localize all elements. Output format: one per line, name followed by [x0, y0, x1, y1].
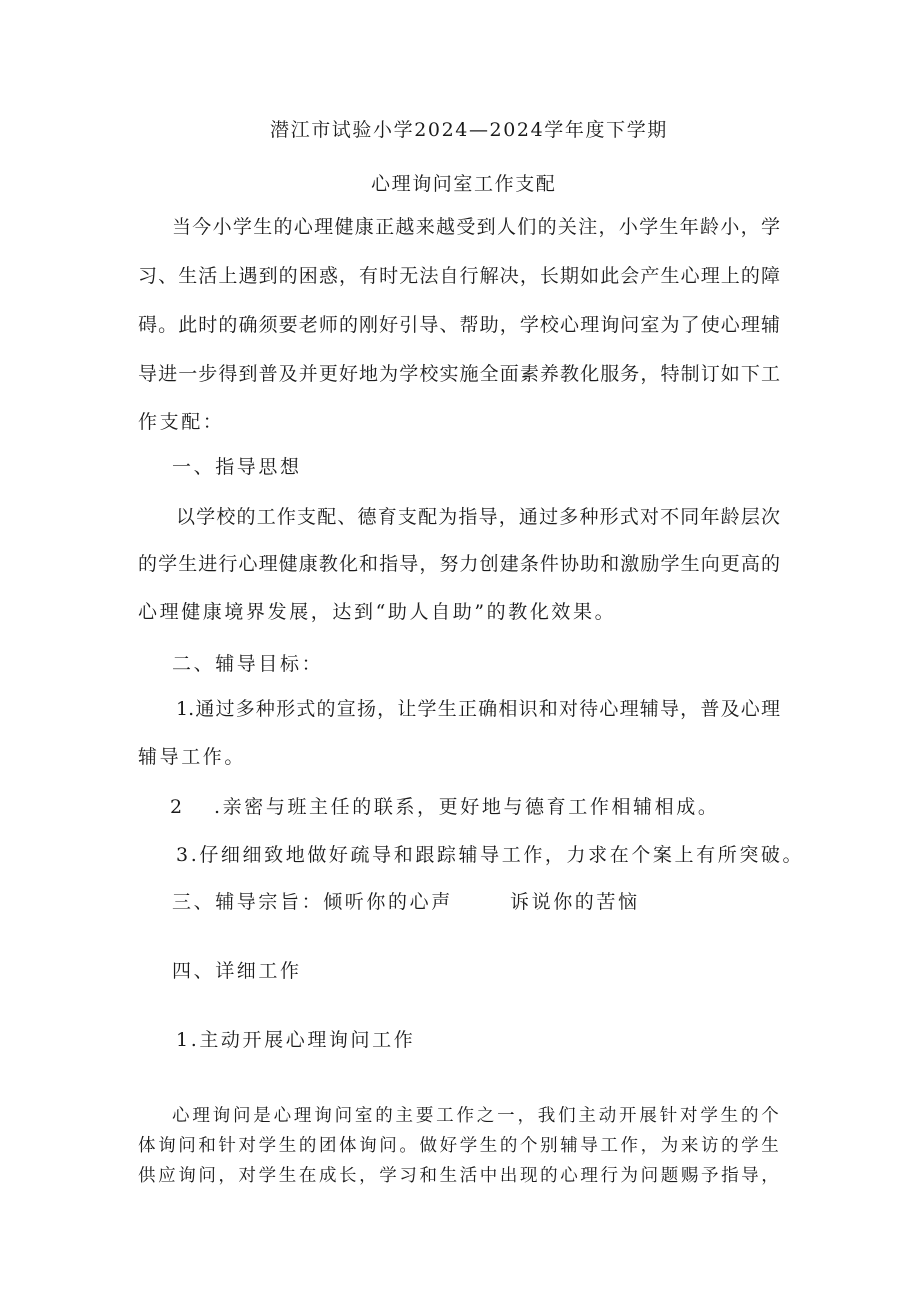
paragraph-line: 心理询问是心理询问室的主要工作之一，我们主动开展针对学生的个	[172, 1106, 780, 1126]
intro-line: 当今小学生的心理健康正越来越受到人们的关注，小学生年龄小，学	[172, 216, 780, 238]
intro-line: 习、生活上遇到的困惑，有时无法自行解决，长期如此会产生心理上的障	[138, 265, 780, 287]
list-item: 3.仔细细致地做好疏导和跟踪辅导工作，力求在个案上有所突破。	[176, 844, 805, 866]
document-subtitle: 心理询问室工作支配	[371, 173, 557, 195]
intro-line: 碍。此时的确须要老师的刚好引导、帮助，学校心理询问室为了使心理辅	[138, 314, 780, 336]
paragraph-line: 的学生进行心理健康教化和指导，努力创建条件协助和激励学生向更高的	[138, 553, 780, 575]
paragraph-line: 心理健康境界发展，达到“助人自助”的教化效果。	[138, 601, 617, 623]
paragraph-line: 体询问和针对学生的团体询问。做好学生的个别辅导工作，为来访的学生	[138, 1136, 780, 1156]
list-item: .亲密与班主任的联系，更好地与德育工作相辅相成。	[214, 796, 720, 818]
intro-line: 作支配：	[138, 411, 225, 433]
section-heading: 一、指导思想	[172, 456, 302, 478]
paragraph-line: 以学校的工作支配、德育支配为指导，通过多种形式对不同年龄层次	[176, 506, 780, 528]
list-item-number: 2	[170, 796, 185, 818]
paragraph-line: 供应询问，对学生在成长，学习和生活中出现的心理行为问题赐予指导，	[138, 1166, 780, 1186]
section-heading: 四、详细工作	[172, 960, 302, 982]
list-item: 1.通过多种形式的宣扬，让学生正确相识和对待心理辅导，普及心理	[176, 698, 780, 720]
document-title: 潜江市试验小学2024—2024学年度下学期	[270, 119, 668, 141]
intro-line: 导进一步得到普及并更好地为学校实施全面素养教化服务，特制订如下工	[138, 363, 780, 385]
section-heading: 二、辅导目标：	[172, 653, 324, 675]
section-heading-tail: 诉说你的苦恼	[510, 891, 640, 913]
section-heading: 三、辅导宗旨：倾听你的心声	[172, 891, 453, 913]
list-item-continuation: 辅导工作。	[138, 746, 247, 768]
subsection-heading: 1.主动开展心理询问工作	[176, 1029, 416, 1051]
